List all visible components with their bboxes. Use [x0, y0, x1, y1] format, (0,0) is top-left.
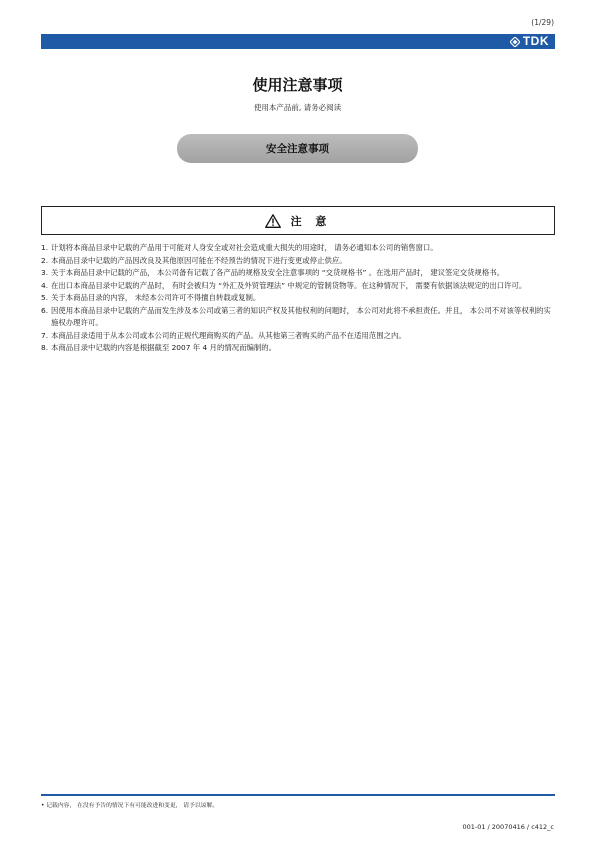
list-item-text: 关于本商品目录的内容， 未经本公司许可不得擅自转载或复制。: [51, 293, 261, 302]
footer-note: • 记载内容， 在没有予告的情况下有可能改进和变更， 请予以谅解。: [41, 803, 219, 809]
list-item-text: 本商品目录中记载的内容是根据截至 2007 年 4 月的情况而编制的。: [51, 343, 277, 352]
caution-header: [41, 206, 555, 235]
list-item-number: 8.: [41, 343, 49, 352]
logo-text: TDK: [522, 34, 549, 48]
list-item-text: 本商品目录适用于从本公司或本公司的正规代理商购买的产品。从其他第三者购买的产品不在适用范围之内。: [51, 330, 406, 340]
list-item-text: 在出口本商品目录中记载的产品时， 有时会被归为 “外汇及外贸管理法” 中规定的管制货物等。在这种情况下， 需要有依据该法规定的出口许可。: [51, 280, 527, 290]
notice-list: [41, 242, 555, 355]
list-item: [41, 305, 555, 330]
warning-triangle-icon: [265, 214, 281, 228]
list-item-number: 3.: [41, 268, 49, 277]
list-item: [41, 242, 555, 255]
section-banner-label: 安全注意事项: [266, 143, 329, 155]
page-number: (1/29): [531, 18, 554, 27]
document-code: 001-01 / 20070416 / c412_c: [462, 823, 554, 831]
header-bar: [41, 34, 555, 49]
page-subtitle: 使用本产品前, 请务必阅读: [253, 103, 342, 112]
page-title: 使用注意事项: [252, 76, 343, 94]
list-item: [41, 292, 555, 305]
list-item: [41, 255, 555, 268]
list-item-text: 计划将本商品目录中记载的产品用于可能对人身安全或对社会造成重大损失的用途时， 请务必通知本公司的销售窗口。: [51, 243, 438, 252]
list-item-number: 7.: [41, 330, 49, 340]
list-item-text: 关于本商品目录中记载的产品， 本公司备有记载了各产品的规格及安全注意事项的 “交货规格书” 。在选用产品时， 建议签定交货规格书。: [51, 268, 505, 277]
caution-label: 注 意: [290, 214, 332, 228]
list-item: [41, 280, 555, 293]
list-item-text: 本商品目录中记载的产品因改良及其他原因可能在不经预告的情况下进行变更或停止供应。: [51, 255, 347, 265]
list-item-number: 5.: [41, 293, 49, 302]
list-item-number: 6.: [41, 305, 49, 315]
list-item-number: 1.: [41, 243, 49, 252]
list-item: [41, 267, 555, 280]
tdk-logo-mark-icon: [510, 37, 520, 47]
tdk-logo: [510, 35, 549, 48]
list-item: [41, 330, 555, 343]
list-item-number: 4.: [41, 280, 49, 290]
list-item-text: 因使用本商品目录中记载的产品而发生涉及本公司或第三者的知识产权及其他权利的问题时， 本公司对此将不承担责任。并且， 本公司不对该等权利的实施权办理许可。: [51, 305, 551, 327]
footer-divider: [41, 794, 555, 796]
list-item: [41, 342, 555, 355]
section-banner: [177, 134, 418, 163]
list-item-number: 2.: [41, 255, 49, 265]
